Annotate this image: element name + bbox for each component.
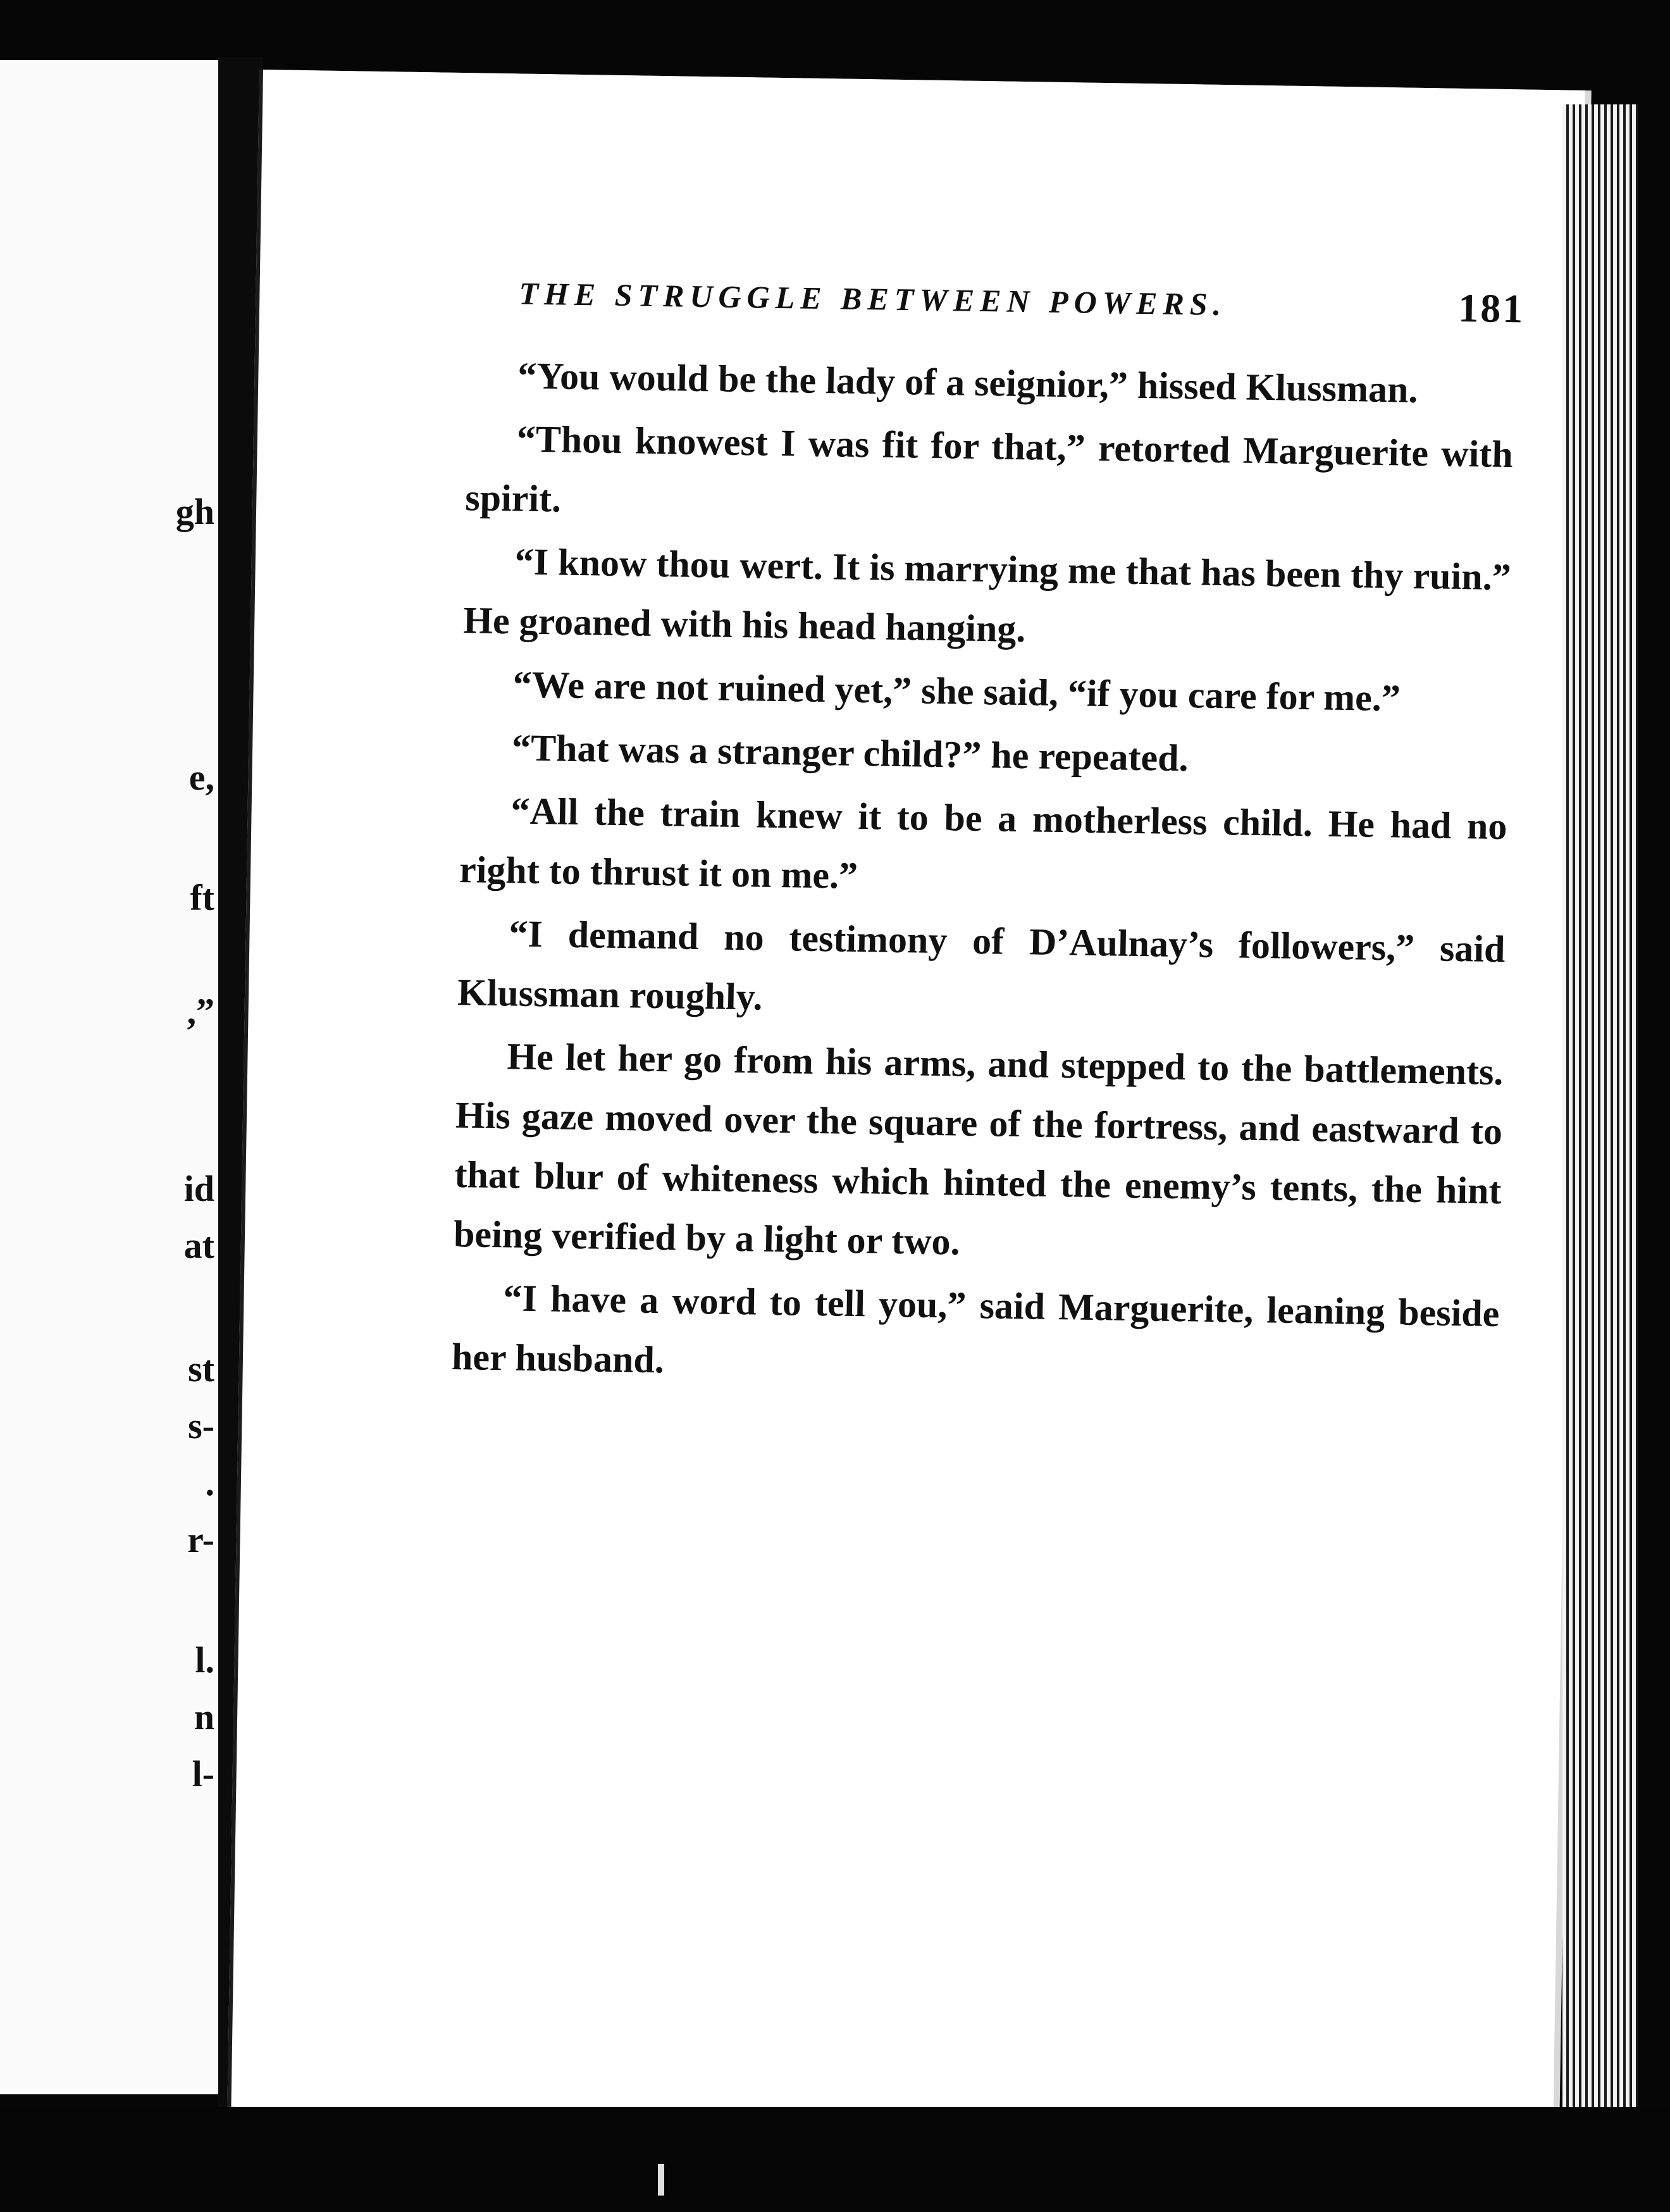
page-right xyxy=(227,70,1585,2128)
left-page-fragment: e, xyxy=(189,757,214,798)
paragraph: “I have a word to tell you,” said Marguerite, leaning beside her husband. xyxy=(451,1277,1500,1381)
left-page-fragment: ,” xyxy=(187,991,214,1032)
left-page-fragment: l- xyxy=(192,1753,214,1794)
left-page-fragment: gh xyxy=(175,491,214,532)
left-page-fragment: ft xyxy=(190,877,214,918)
body-text xyxy=(451,345,1514,1407)
paragraph: “All the train knew it to be a motherless child. He had no right to thrust it on me.” xyxy=(459,790,1507,897)
page-edges xyxy=(1562,104,1638,2116)
paragraph: He let her go from his arms, and stepped to the battlements. His gaze moved over the square of the fortress, and eastward to that blur of whiteness which hinted the enemy’s tents, the hint being verified by a light or two. xyxy=(453,1035,1504,1263)
scan-artifact xyxy=(658,2164,664,2196)
left-page-fragment: r- xyxy=(187,1519,214,1560)
paragraph: “That was a stranger child?” he repeated. xyxy=(511,726,1189,780)
paragraph: “You would be the lady of a seignior,” hissed Klussman. xyxy=(517,354,1418,411)
running-head: THE STRUGGLE BETWEEN POWERS. xyxy=(519,275,1227,323)
page-number: 181 xyxy=(1457,285,1525,332)
left-page-fragment: at xyxy=(183,1225,214,1266)
left-page-fragment: . xyxy=(205,1462,214,1503)
left-page-fragment: st xyxy=(188,1348,214,1389)
left-page-fragment: id xyxy=(183,1168,214,1209)
paragraph: “We are not ruined yet,” she said, “if you care for me.” xyxy=(512,663,1401,719)
left-page-fragment: l. xyxy=(195,1639,214,1681)
paragraph: “Thou knowest I was fit for that,” retorted Marguerite with spirit. xyxy=(464,418,1514,520)
page-header xyxy=(519,275,1525,332)
left-page-fragment: n xyxy=(194,1696,214,1737)
left-page-fragment: s- xyxy=(188,1405,214,1446)
paragraph: “I know thou wert. It is marrying me that has been thy ruin.” He groaned with his head hanging. xyxy=(462,540,1512,650)
facing-page-left xyxy=(0,60,223,2094)
scan-background-bottom xyxy=(0,2107,1670,2212)
paragraph: “I demand no testimony of D’Aulnay’s followers,” said Klussman roughly. xyxy=(457,912,1506,1018)
